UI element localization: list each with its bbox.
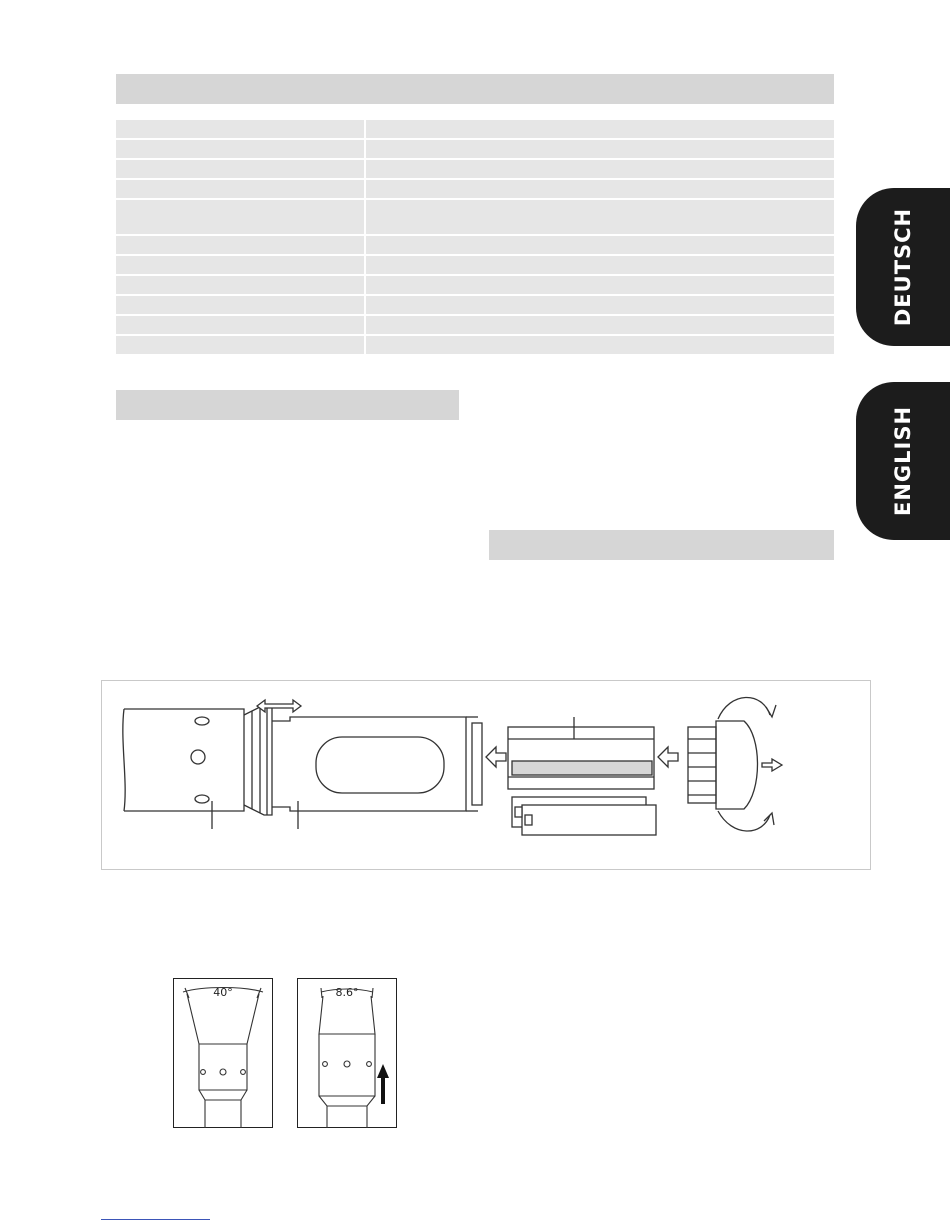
end-cap <box>716 721 758 809</box>
left-arrow-icon-cap <box>658 747 678 767</box>
specifications-table <box>116 120 834 356</box>
body-end-ring <box>472 723 482 805</box>
flashlight-neck <box>244 705 272 815</box>
table-row <box>116 140 834 160</box>
flashlight-diagram-drawing <box>102 681 870 869</box>
table-cell-value <box>366 336 834 354</box>
table-cell-label <box>116 276 366 294</box>
spot-angle-label: 8.6° <box>335 986 359 999</box>
rotate-arrow-top-icon <box>718 697 770 719</box>
section-header-bar-specifications <box>116 74 834 104</box>
tab-deutsch[interactable] <box>856 188 950 346</box>
table-cell-label <box>116 180 366 198</box>
table-cell-value <box>366 160 834 178</box>
table-cell-label <box>116 120 366 138</box>
section-header-bar-right <box>489 530 834 560</box>
table-cell-label <box>116 336 366 354</box>
head-hole-middle <box>191 750 205 764</box>
table-cell-value <box>366 316 834 334</box>
tab-deutsch-label: DEUTSCH <box>891 207 916 327</box>
spread-angle-label: 40° <box>213 986 233 999</box>
push-up-arrow-icon <box>377 1064 389 1104</box>
table-cell-value <box>366 200 834 234</box>
table-row <box>116 316 834 336</box>
table-row <box>116 200 834 236</box>
table-row <box>116 180 834 200</box>
table-cell-label <box>116 316 366 334</box>
carrier-spring-strip <box>512 761 652 775</box>
footer-rule <box>101 1219 210 1220</box>
tab-english[interactable] <box>856 382 950 540</box>
head-hole-bottom <box>195 795 209 803</box>
table-cell-label <box>116 236 366 254</box>
table-row <box>116 236 834 256</box>
spread-beam-drawing <box>173 978 273 1128</box>
table-cell-value <box>366 256 834 274</box>
table-cell-label <box>116 160 366 178</box>
insert-arrow-icon <box>762 759 782 771</box>
table-cell-value <box>366 276 834 294</box>
left-arrow-icon <box>486 747 506 767</box>
flashlight-head <box>124 709 244 811</box>
spread-body-outline <box>199 1044 247 1090</box>
spot-beam-drawing <box>297 978 397 1128</box>
flashlight-body-tube <box>272 717 466 811</box>
tab-english-label: ENGLISH <box>891 405 915 517</box>
spot-head-outline <box>319 996 375 1034</box>
table-cell-value <box>366 140 834 158</box>
head-hole-top <box>195 717 209 725</box>
spread-beam-figure <box>173 978 273 1128</box>
table-row <box>116 336 834 356</box>
table-cell-label <box>116 256 366 274</box>
table-cell-value <box>366 180 834 198</box>
battery-front <box>522 805 656 835</box>
rotate-arrow-bottom-icon <box>718 811 770 831</box>
section-header-bar-left <box>116 390 459 420</box>
flashlight-exploded-diagram <box>101 680 871 870</box>
head-break-line <box>123 709 125 811</box>
table-row <box>116 120 834 140</box>
battery-carrier <box>508 727 654 789</box>
zoom-double-arrow-icon <box>257 700 301 712</box>
table-cell-label <box>116 140 366 158</box>
table-cell-value <box>366 120 834 138</box>
table-cell-label <box>116 200 366 234</box>
body-window-slot <box>316 737 444 793</box>
table-cell-value <box>366 236 834 254</box>
table-cell-label <box>116 296 366 314</box>
spot-beam-figure <box>297 978 397 1128</box>
table-row <box>116 256 834 276</box>
table-row <box>116 296 834 316</box>
table-row <box>116 276 834 296</box>
table-cell-value <box>366 296 834 314</box>
table-row <box>116 160 834 180</box>
spread-head-outline <box>187 994 259 1044</box>
